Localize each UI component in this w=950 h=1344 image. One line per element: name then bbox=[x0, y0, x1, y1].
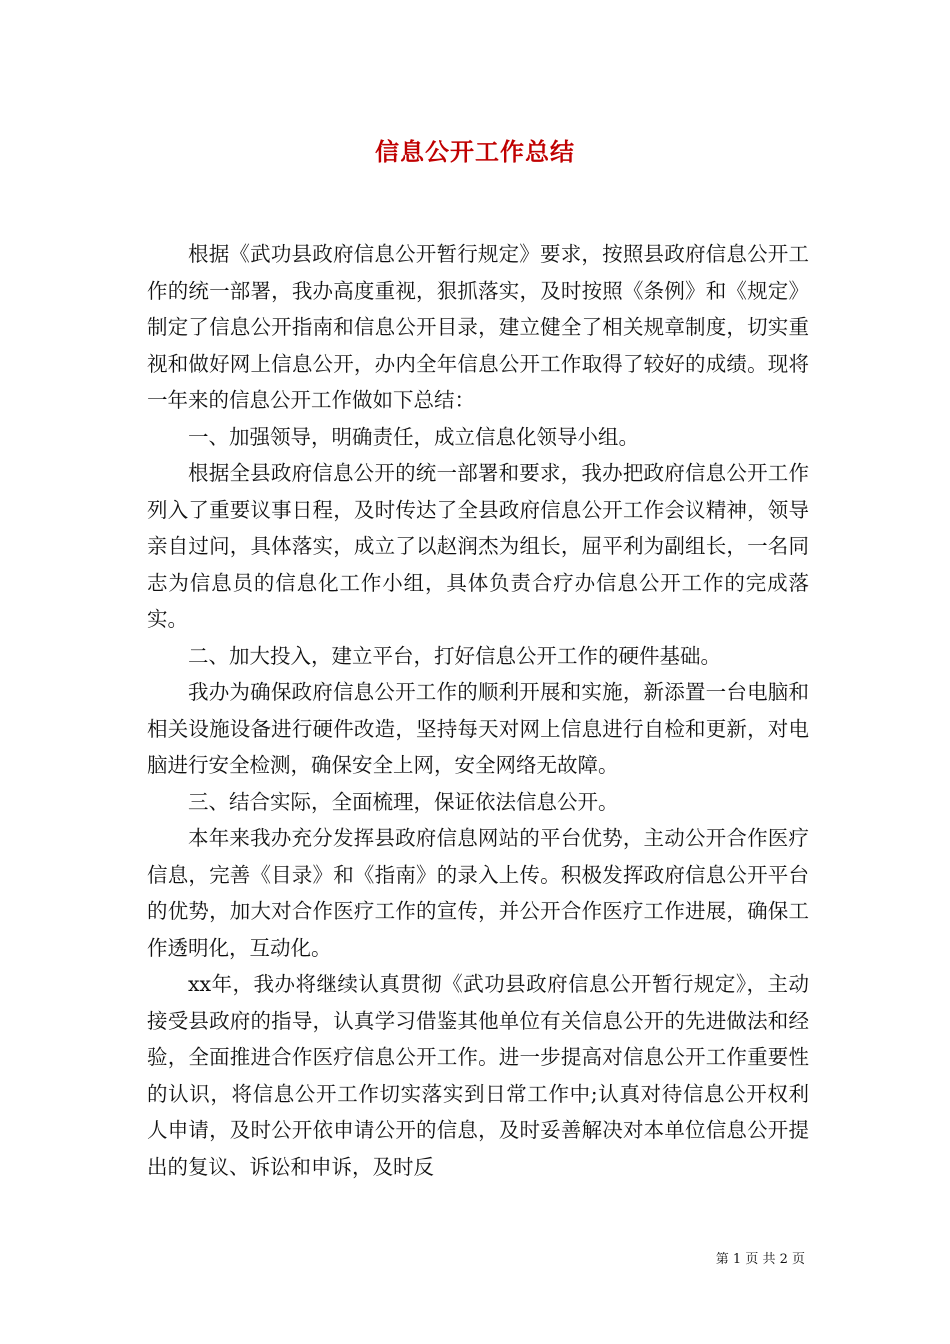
section-heading-1: 一、加强领导，明确责任，成立信息化领导小组。 bbox=[188, 424, 639, 449]
paragraph-plan: xx年，我办将继续认真贯彻《武功县政府信息公开暂行规定》，主动接受县政府的指导，认真学习借鉴其他单位有关信息公开的先进做法和经验，全面推进合作医疗信息公开工作。进一步提高对信息公开工作重要性的认识，将信息公开工作切实落实到日常工作中;认真对待信息公开权利人申请，及时公开依申请公开的信息，及时妥善解决对本单位信息公开提出的复议、诉讼和申诉，及时反 bbox=[147, 972, 809, 1179]
section-heading-2: 二、加大投入，建立平台，打好信息公开工作的硬件基础。 bbox=[188, 643, 721, 668]
section-heading-3: 三、结合实际，全面梳理，保证依法信息公开。 bbox=[188, 789, 619, 814]
paragraph-section-3: 本年来我办充分发挥县政府信息网站的平台优势，主动公开合作医疗信息，完善《目录》和《指南》的录入上传。积极发挥政府信息公开平台的优势，加大对合作医疗工作的宣传，并公开合作医疗工作进展，确保工作透明化，互动化。 bbox=[147, 826, 809, 960]
paragraph-section-2: 我办为确保政府信息公开工作的顺利开展和实施，新添置一台电脑和相关设施设备进行硬件改造，坚持每天对网上信息进行自检和更新，对电脑进行安全检测，确保安全上网，安全网络无故障。 bbox=[147, 680, 809, 777]
document-body bbox=[147, 236, 809, 1185]
paragraph-intro: 根据《武功县政府信息公开暂行规定》要求，按照县政府信息公开工作的统一部署，我办高度重视，狠抓落实，及时按照《条例》和《规定》制定了信息公开指南和信息公开目录，建立健全了相关规章制度，切实重视和做好网上信息公开，办内全年信息公开工作取得了较好的成绩。现将一年来的信息公开工作做如下总结： bbox=[147, 242, 809, 412]
document-title: 信息公开工作总结 bbox=[375, 138, 575, 166]
page-number-footer: 第 1 页 共 2 页 bbox=[715, 1252, 805, 1267]
paragraph-section-1: 根据全县政府信息公开的统一部署和要求，我办把政府信息公开工作列入了重要议事日程，及时传达了全县政府信息公开工作会议精神，领导亲自过问，具体落实，成立了以赵润杰为组长，屈平利为副组长，一名同志为信息员的信息化工作小组，具体负责合疗办信息公开工作的完成落实。 bbox=[147, 461, 809, 631]
